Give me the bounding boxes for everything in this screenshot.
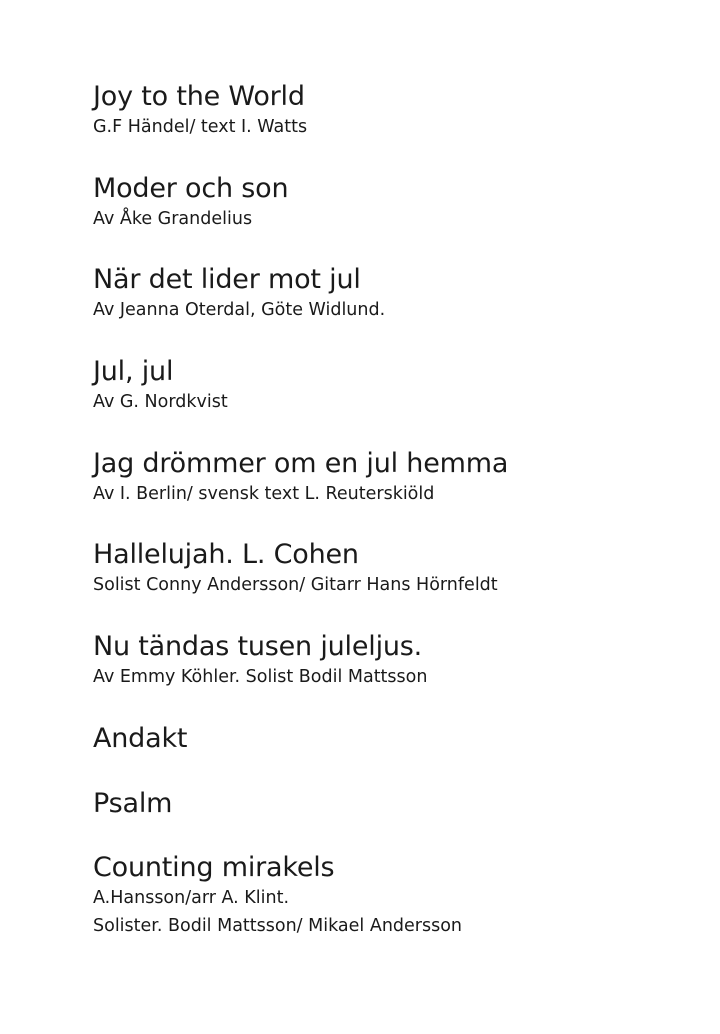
program-item-jag-drommer-om-en-jul-hemma — [93, 449, 508, 506]
program-item-counting-mirakels — [93, 853, 462, 938]
program-item-psalm — [93, 789, 172, 819]
program-item-hallelujah — [93, 540, 498, 597]
program-item-nu-tandas-tusen-juleljus — [93, 632, 427, 689]
song-title: Jul, jul — [93, 356, 174, 387]
song-credits: Av Jeanna Oterdal, Göte Widlund. — [93, 300, 386, 320]
song-title: Moder och son — [93, 173, 289, 204]
song-credits: Av G. Nordkvist — [93, 392, 228, 412]
song-title: Hallelujah. L. Cohen — [93, 539, 359, 570]
program-item-joy-to-the-world — [93, 82, 307, 139]
song-credits: G.F Händel/ text I. Watts — [93, 117, 308, 137]
song-credits: Solist Conny Andersson/ Gitarr Hans Hörnfeldt — [93, 575, 498, 595]
song-soloists: Solister. Bodil Mattsson/ Mikael Andersson — [93, 916, 463, 936]
program-item-andakt — [93, 724, 187, 754]
song-title: Jag drömmer om en jul hemma — [93, 448, 509, 479]
song-title: Joy to the World — [93, 81, 305, 112]
song-credits: Av Åke Grandelius — [93, 209, 253, 229]
song-title: Counting mirakels — [93, 852, 335, 883]
program-item-jul-jul — [93, 357, 228, 414]
song-title: När det lider mot jul — [93, 264, 361, 295]
program-item-nar-det-lider-mot-jul — [93, 265, 385, 322]
song-title: Nu tändas tusen juleljus. — [93, 631, 423, 662]
song-title: Andakt — [93, 723, 188, 754]
program-item-moder-och-son — [93, 174, 288, 231]
song-credits: A.Hansson/arr A. Klint. — [93, 888, 290, 908]
song-title: Psalm — [93, 788, 173, 819]
song-credits: Av Emmy Köhler. Solist Bodil Mattsson — [93, 667, 428, 687]
song-credits: Av I. Berlin/ svensk text L. Reuterskiöld — [93, 484, 435, 504]
